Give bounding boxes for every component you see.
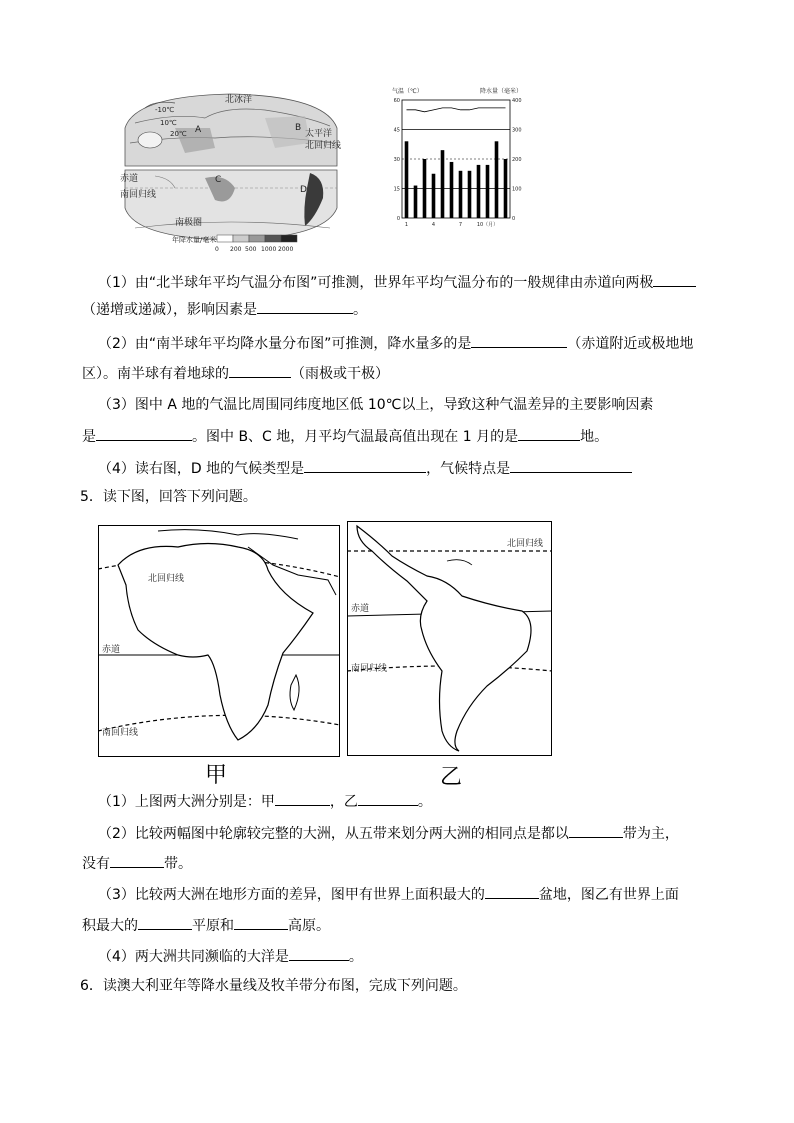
q5-6-text: （4）两大洲共同濒临的大洋是 xyxy=(98,949,289,965)
left-tick-label: 60 xyxy=(393,98,400,104)
label-tropic-s: 南回归线 xyxy=(120,190,157,200)
precip-bar xyxy=(459,171,463,218)
caption-jia: 甲 xyxy=(205,763,228,788)
precip-bar xyxy=(441,150,445,218)
label-point-c: C xyxy=(215,175,222,185)
legend-tick-3: 1000 xyxy=(261,246,277,253)
x-tick-label: 10（月） xyxy=(476,222,499,228)
answer-blank[interactable] xyxy=(229,362,291,378)
q4-line-3 xyxy=(98,332,693,354)
precip-bar xyxy=(486,165,490,218)
q5-line-5 xyxy=(82,914,330,936)
answer-blank[interactable] xyxy=(275,790,330,806)
q5-3-text: 没有 xyxy=(82,856,110,872)
q4-line-6 xyxy=(82,425,608,447)
sa-equator-label: 赤道 xyxy=(351,604,370,614)
precip-bar xyxy=(405,141,409,218)
right-tick-label: 400 xyxy=(512,98,522,104)
label-isotherm-1: -10℃ xyxy=(155,106,175,114)
left-tick-label: 30 xyxy=(393,157,400,163)
sa-tropic-s-label: 南回归线 xyxy=(351,664,388,674)
right-tick-label: 200 xyxy=(512,157,522,163)
label-tropic-n: 北回归线 xyxy=(305,141,342,151)
answer-blank[interactable] xyxy=(96,425,192,441)
precip-bar xyxy=(477,165,481,218)
x-tick-label: 1 xyxy=(404,222,409,228)
q5-1-suffix: 。 xyxy=(417,794,432,810)
label-point-b: B xyxy=(295,123,302,133)
label-arctic-ocean: 北冰洋 xyxy=(225,95,253,105)
q5-line-4 xyxy=(98,883,679,905)
climate-chart xyxy=(390,86,530,236)
q5-5-mid: 平原和 xyxy=(192,918,234,934)
label-antarctic-circle: 南极圈 xyxy=(175,218,203,228)
precip-bar xyxy=(423,159,427,218)
sa-tropic-n-label: 北回归线 xyxy=(507,539,544,549)
q4-line-5 xyxy=(98,395,653,415)
q5-line-3 xyxy=(82,852,192,874)
q4-5-text: （3）图中 A 地的气温比周围同纬度地区低 10℃以上，导致这种气温差异的主要影响因素 xyxy=(98,397,654,413)
q4-6-text: 是 xyxy=(82,429,96,445)
q5-5-text: 积最大的 xyxy=(82,918,138,934)
legend-title: 年降水量/毫米 xyxy=(172,236,217,244)
q5-6-suffix: 。 xyxy=(348,949,363,965)
label-isotherm-2: 10℃ xyxy=(160,119,177,127)
q4-4-suffix: （雨极或干极） xyxy=(291,366,389,382)
x-tick-label: 7 xyxy=(458,222,463,228)
x-tick-label: 4 xyxy=(431,222,436,228)
answer-blank[interactable] xyxy=(289,945,349,961)
legend-tick-1: 200 xyxy=(230,246,242,253)
label-isotherm-3: 20℃ xyxy=(170,130,187,138)
q4-6-mid: 。图中 B、C 地，月平均气温最高值出现在 1 月的是 xyxy=(192,429,519,445)
q4-line-4 xyxy=(82,362,389,384)
q5-2-suffix: 带为主， xyxy=(622,826,679,842)
precip-bar xyxy=(450,162,454,218)
answer-blank[interactable] xyxy=(518,425,580,441)
answer-blank[interactable] xyxy=(485,883,539,899)
right-tick-label: 300 xyxy=(512,127,522,134)
answer-blank[interactable] xyxy=(653,271,696,287)
answer-blank[interactable] xyxy=(257,298,353,314)
q5-4-text: （3）比较两大洲在地形方面的差异，图甲有世界上面积最大的 xyxy=(98,887,485,903)
answer-blank[interactable] xyxy=(138,914,192,930)
q6-title xyxy=(80,976,467,996)
legend-tick-0: 0 xyxy=(215,246,219,253)
q4-4-text: 区）。南半球有着地球的 xyxy=(82,366,229,382)
answer-blank[interactable] xyxy=(358,790,418,806)
caption-yi: 乙 xyxy=(440,765,463,790)
q5-5-suffix: 高原。 xyxy=(288,918,330,934)
q5-3-suffix: 带。 xyxy=(164,856,192,872)
precip-bar xyxy=(432,174,436,218)
africa-equator-label: 赤道 xyxy=(102,645,121,655)
q5-line-6 xyxy=(98,945,363,967)
q4-2-text: （递增或递减），影响因素是 xyxy=(82,302,257,318)
label-point-d: D xyxy=(300,185,307,195)
q4-line-2 xyxy=(82,298,367,320)
q5-2-text: （2）比较两幅图中轮廓较完整的大洲，从五带来划分两大洲的相同点是都以 xyxy=(98,826,569,842)
legend-tick-2: 500 xyxy=(245,246,257,253)
q4-line-7 xyxy=(98,457,632,479)
left-axis-title: 气温（℃） xyxy=(392,88,423,95)
answer-blank[interactable] xyxy=(110,852,164,868)
precip-bar xyxy=(504,159,508,218)
world-map-figure xyxy=(115,88,345,250)
precip-legend xyxy=(172,232,302,254)
map-africa xyxy=(98,525,340,757)
answer-blank[interactable] xyxy=(304,457,426,473)
right-tick-label: 100 xyxy=(512,186,522,193)
precip-bar xyxy=(414,186,418,218)
answer-blank[interactable] xyxy=(234,914,288,930)
q4-2-suffix: 。 xyxy=(353,302,367,318)
q4-1-text: （1）由“北半球年平均气温分布图”可推测，世界年平均气温分布的一般规律由赤道向两极 xyxy=(98,275,654,291)
q4-7-mid: ，气候特点是 xyxy=(426,461,511,477)
africa-tropic-n-label: 北回归线 xyxy=(148,574,185,584)
q4-3-text: （2）由“南半球年平均降水量分布图”可推测，降水量多的是 xyxy=(98,336,472,352)
right-tick-label: 0 xyxy=(512,216,516,222)
right-axis-title: 降水量（毫米） xyxy=(480,88,523,95)
q4-7-text: （4）读右图，D 地的气候类型是 xyxy=(98,461,305,477)
q5-1-text: （1）上图两大洲分别是：甲 xyxy=(98,794,275,810)
label-pacific: 太平洋 xyxy=(305,129,333,139)
left-tick-label: 45 xyxy=(393,127,400,134)
q4-6-suffix: 地。 xyxy=(580,429,609,445)
q5-4-suffix: 盆地，图乙有世界上面 xyxy=(538,887,679,903)
left-tick-label: 0 xyxy=(396,216,400,222)
q5-1-mid: ，乙 xyxy=(329,794,358,810)
africa-tropic-s-label: 南回归线 xyxy=(102,728,139,738)
q4-3-suffix: （赤道附近或极地地 xyxy=(567,336,694,352)
q5-line-2 xyxy=(98,822,679,844)
left-tick-label: 15 xyxy=(393,186,400,193)
map-south-america xyxy=(347,521,552,756)
q6-title-text: 6．读澳大利亚年等降水量线及牧羊带分布图，完成下列问题。 xyxy=(80,978,467,994)
label-point-a: A xyxy=(195,125,202,135)
answer-blank[interactable] xyxy=(510,457,632,473)
answer-blank[interactable] xyxy=(569,822,623,838)
label-equator: 赤道 xyxy=(120,174,139,184)
precip-bar xyxy=(495,141,499,218)
q5-title xyxy=(80,487,257,507)
q4-line-1 xyxy=(98,271,696,293)
q5-title-text: 5．读下图，回答下列问题。 xyxy=(80,489,257,505)
legend-tick-4: 2000 xyxy=(278,246,294,253)
answer-blank[interactable] xyxy=(471,332,567,348)
precip-bar xyxy=(468,171,472,218)
q5-line-1 xyxy=(98,790,432,812)
